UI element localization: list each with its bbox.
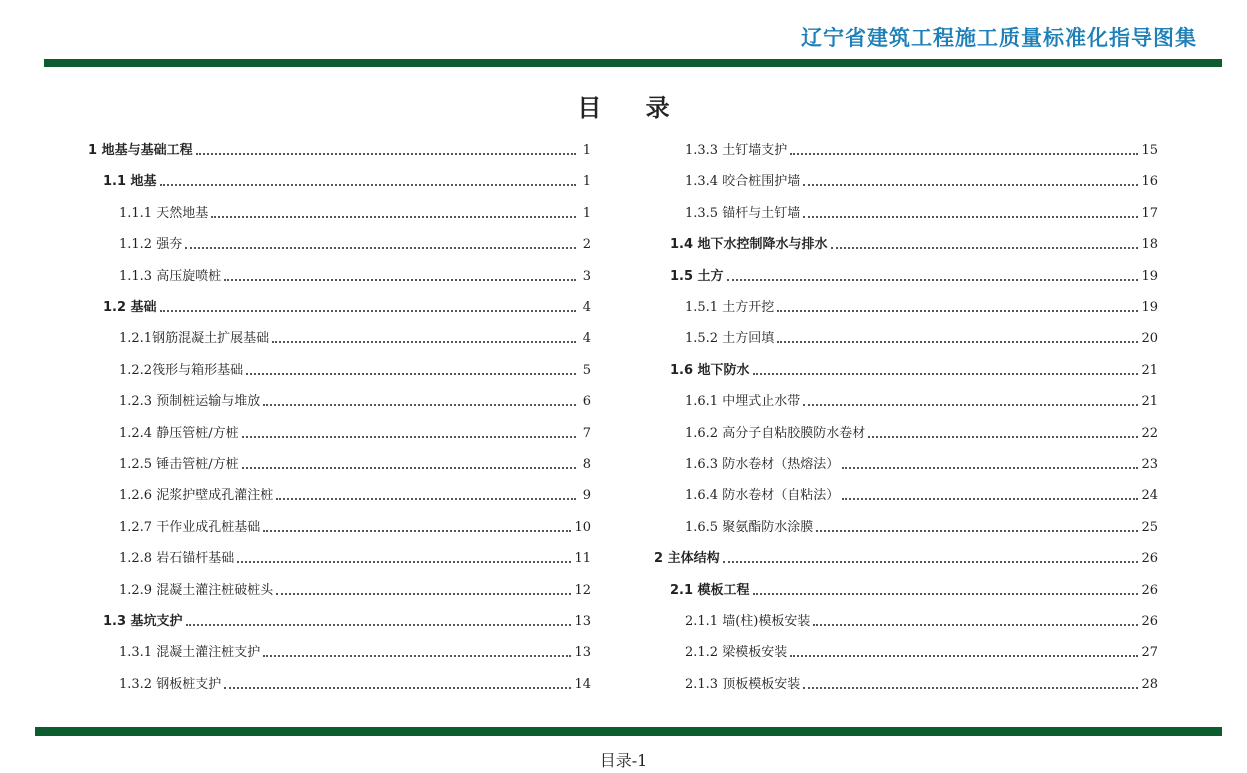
toc-entry[interactable] xyxy=(685,455,1158,475)
toc-entry-page: 6 xyxy=(582,394,591,410)
toc-entry-label: 1.2.7 干作业成孔桩基础 xyxy=(119,519,261,535)
dot-leader xyxy=(196,153,576,155)
toc-entry[interactable] xyxy=(119,486,591,506)
toc-entry-page: 19 xyxy=(1141,300,1158,315)
dot-leader xyxy=(276,593,571,595)
toc-entry-page: 16 xyxy=(1141,174,1158,190)
dot-leader xyxy=(723,561,1139,563)
toc-entry-label: 1.3.4 咬合桩围护墙 xyxy=(685,174,801,190)
toc-entry[interactable] xyxy=(685,424,1158,444)
toc-entry-page: 26 xyxy=(1141,614,1158,629)
dot-leader xyxy=(224,687,571,689)
toc-entry[interactable] xyxy=(119,267,591,287)
toc-entry-label: 1.1.1 天然地基 xyxy=(119,205,209,221)
toc-entry[interactable] xyxy=(103,298,591,318)
toc-entry-page: 1 xyxy=(582,143,591,158)
dot-leader xyxy=(242,436,576,438)
toc-entry[interactable] xyxy=(685,643,1158,663)
toc-entry-page: 1 xyxy=(582,205,591,221)
toc-entry[interactable] xyxy=(119,581,591,601)
toc-entry[interactable] xyxy=(119,329,591,349)
toc-entry-label: 1.2.1钢筋混凝土扩展基础 xyxy=(119,331,270,347)
dot-leader xyxy=(263,404,576,406)
toc-entry-label: 1.3.3 土钉墙支护 xyxy=(685,143,788,158)
atlas-title: 辽宁省建筑工程施工质量标准化指导图集 xyxy=(801,26,1197,50)
toc-entry[interactable] xyxy=(685,612,1158,632)
toc-entry[interactable] xyxy=(119,235,591,255)
toc-entry-page: 1 xyxy=(582,174,591,190)
toc-entry-page: 11 xyxy=(574,551,591,567)
dot-leader xyxy=(246,373,576,375)
toc-entry[interactable] xyxy=(88,141,591,161)
toc-entry-page: 4 xyxy=(582,300,591,315)
toc-entry[interactable] xyxy=(119,204,591,224)
dot-leader xyxy=(272,341,576,343)
toc-entry-label: 1.3 基坑支护 xyxy=(103,614,183,629)
toc-entry[interactable] xyxy=(103,612,591,632)
toc-entry-page: 27 xyxy=(1141,645,1158,661)
toc-entry-page: 13 xyxy=(574,645,591,661)
toc-entry[interactable] xyxy=(685,141,1158,161)
top-divider xyxy=(44,59,1222,67)
dot-leader xyxy=(777,341,1138,343)
toc-entry-page: 8 xyxy=(582,457,591,472)
toc-entry[interactable] xyxy=(685,675,1158,695)
toc-entry-label: 1.2.9 混凝土灌注桩破桩头 xyxy=(119,582,274,598)
toc-entry[interactable] xyxy=(685,392,1158,412)
dot-leader xyxy=(211,216,576,218)
toc-entry-label: 1.1.2 强夯 xyxy=(119,237,183,253)
dot-leader xyxy=(831,247,1139,249)
toc-entry-page: 25 xyxy=(1141,519,1158,535)
toc-entry-label: 1.6.2 高分子自粘胶膜防水卷材 xyxy=(685,425,866,441)
toc-entry-label: 1.3.2 钢板桩支护 xyxy=(119,676,222,692)
toc-entry-page: 22 xyxy=(1141,425,1158,441)
toc-entry-page: 21 xyxy=(1141,362,1158,378)
toc-entry[interactable] xyxy=(119,518,591,538)
toc-entry[interactable] xyxy=(119,361,591,381)
dot-leader xyxy=(816,530,1138,532)
toc-entry[interactable] xyxy=(685,518,1158,538)
toc-entry-label: 1.6.3 防水卷材（热熔法） xyxy=(685,457,840,472)
toc-entry-page: 19 xyxy=(1141,268,1158,284)
toc-entry[interactable] xyxy=(685,204,1158,224)
toc-entry-label: 1.4 地下水控制降水与排水 xyxy=(670,237,828,253)
toc-entry-label: 1.5 土方 xyxy=(670,268,724,284)
dot-leader xyxy=(790,655,1138,657)
toc-entry-label: 1.1 地基 xyxy=(103,174,157,190)
toc-entry-page: 26 xyxy=(1141,582,1158,598)
toc-entry-label: 2.1.1 墙(柱)模板安装 xyxy=(685,614,811,629)
dot-leader xyxy=(160,184,576,186)
toc-entry[interactable] xyxy=(103,172,591,192)
toc-entry-page: 10 xyxy=(574,519,591,535)
toc-entry-label: 1.3.5 锚杆与土钉墙 xyxy=(685,205,801,221)
toc-entry-label: 2 主体结构 xyxy=(654,551,720,567)
toc-entry[interactable] xyxy=(119,424,591,444)
toc-entry-label: 2.1.3 顶板模板安装 xyxy=(685,676,801,692)
dot-leader xyxy=(242,467,576,469)
toc-entry-label: 1.2.5 锤击管桩/方桩 xyxy=(119,457,239,472)
toc-entry-page: 3 xyxy=(582,268,591,284)
dot-leader xyxy=(276,498,576,500)
dot-leader xyxy=(727,279,1139,281)
toc-entry-label: 1.1.3 高压旋喷桩 xyxy=(119,268,222,284)
toc-entry-page: 14 xyxy=(574,676,591,692)
dot-leader xyxy=(803,216,1138,218)
toc-entry[interactable] xyxy=(685,172,1158,192)
toc-entry-label: 1.2.8 岩石锚杆基础 xyxy=(119,551,235,567)
toc-entry-label: 1.2.6 泥浆护壁成孔灌注桩 xyxy=(119,488,274,504)
toc-entry[interactable] xyxy=(119,549,591,569)
toc-entry-page: 17 xyxy=(1141,205,1158,221)
toc-entry[interactable] xyxy=(670,235,1158,255)
toc-entry-page: 24 xyxy=(1141,488,1158,504)
toc-entry-page: 28 xyxy=(1141,676,1158,692)
dot-leader xyxy=(224,279,576,281)
dot-leader xyxy=(753,593,1139,595)
dot-leader xyxy=(263,655,571,657)
toc-entry[interactable] xyxy=(654,549,1158,569)
toc-entry-page: 13 xyxy=(574,614,591,629)
toc-entry[interactable] xyxy=(119,643,591,663)
toc-entry-label: 1.5.1 土方开挖 xyxy=(685,300,775,315)
dot-leader xyxy=(790,153,1138,155)
toc-entry-label: 1.2.2筏形与箱形基础 xyxy=(119,362,244,378)
page-number: 目录-1 xyxy=(599,751,648,770)
dot-leader xyxy=(186,624,572,626)
toc-entry-page: 15 xyxy=(1141,143,1158,158)
toc-entry-label: 1.2.3 预制桩运输与堆放 xyxy=(119,394,261,410)
toc-entry[interactable] xyxy=(119,392,591,412)
toc-entry-label: 2.1.2 梁模板安装 xyxy=(685,645,788,661)
toc-entry-label: 1.3.1 混凝土灌注桩支护 xyxy=(119,645,261,661)
dot-leader xyxy=(813,624,1138,626)
toc-entry-page: 5 xyxy=(582,362,591,378)
toc-entry-label: 1.5.2 土方回填 xyxy=(685,331,775,347)
toc-entry[interactable] xyxy=(685,298,1158,318)
toc-entry-page: 7 xyxy=(582,425,591,441)
toc-entry-page: 26 xyxy=(1141,551,1158,567)
toc-entry-page: 23 xyxy=(1141,457,1158,472)
toc-entry[interactable] xyxy=(685,329,1158,349)
dot-leader xyxy=(803,687,1138,689)
toc-entry-label: 1.6.4 防水卷材（自粘法） xyxy=(685,488,840,504)
toc-entry-label: 1.2 基础 xyxy=(103,300,157,315)
toc-entry-label: 1.6.1 中埋式止水带 xyxy=(685,394,801,410)
dot-leader xyxy=(263,530,571,532)
toc-heading: 目 录 xyxy=(577,94,688,122)
dot-leader xyxy=(237,561,571,563)
toc-entry-page: 21 xyxy=(1141,394,1158,410)
dot-leader xyxy=(753,373,1139,375)
dot-leader xyxy=(803,404,1138,406)
toc-entry-page: 12 xyxy=(574,582,591,598)
dot-leader xyxy=(842,467,1138,469)
toc-entry[interactable] xyxy=(670,581,1158,601)
toc-entry[interactable] xyxy=(119,675,591,695)
toc-entry-page: 9 xyxy=(582,488,591,504)
toc-entry-page: 20 xyxy=(1141,331,1158,347)
toc-entry-label: 1 地基与基础工程 xyxy=(88,143,193,158)
dot-leader xyxy=(803,184,1138,186)
toc-entry-page: 2 xyxy=(582,237,591,253)
dot-leader xyxy=(160,310,576,312)
toc-entry-label: 2.1 模板工程 xyxy=(670,582,750,598)
toc-entry[interactable] xyxy=(670,361,1158,381)
toc-entry[interactable] xyxy=(119,455,591,475)
bottom-divider xyxy=(35,727,1222,736)
dot-leader xyxy=(868,436,1138,438)
dot-leader xyxy=(842,498,1138,500)
dot-leader xyxy=(777,310,1138,312)
toc-entry-label: 1.2.4 静压管桩/方桩 xyxy=(119,425,239,441)
toc-entry-page: 18 xyxy=(1141,237,1158,253)
toc-entry-page: 4 xyxy=(582,331,591,347)
toc-entry[interactable] xyxy=(670,267,1158,287)
toc-entry-label: 1.6 地下防水 xyxy=(670,362,750,378)
toc-entry-label: 1.6.5 聚氨酯防水涂膜 xyxy=(685,519,814,535)
dot-leader xyxy=(185,247,576,249)
toc-entry[interactable] xyxy=(685,486,1158,506)
